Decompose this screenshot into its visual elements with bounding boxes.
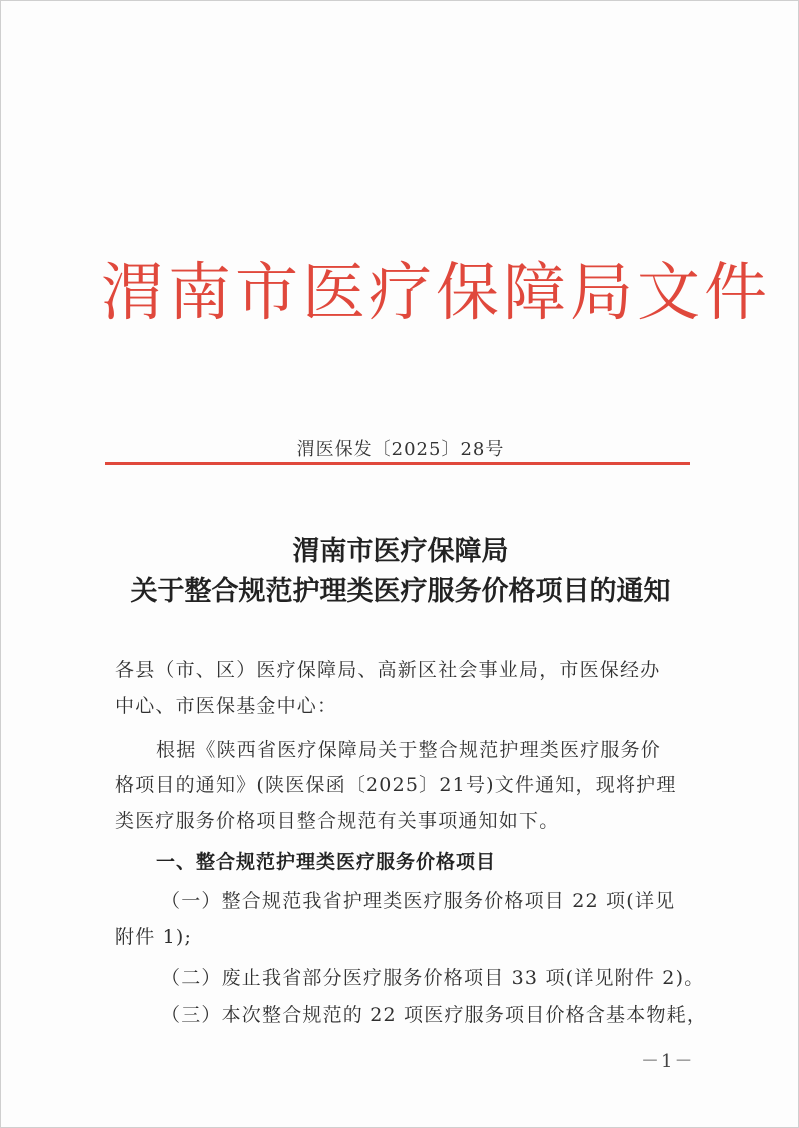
section-1-item-3: （三）本次整合规范的 22 项医疗服务项目价格含基本物耗， [161,1004,708,1026]
document-number: 渭医保发〔2025〕28号 [296,439,505,460]
title-line-2: 关于整合规范护理类医疗服务价格项目的通知 [130,576,671,607]
section-1-item-1-cont: 附件 1); [115,926,193,948]
section-1-heading: 一、整合规范护理类医疗服务价格项目 [156,851,497,873]
section-1-item-1: （一）整合规范我省护理类医疗服务价格项目 22 项(详见 [161,890,676,912]
paragraph-line-2: 格项目的通知》(陕医保函〔2025〕21号)文件通知，现将护理 [115,774,677,796]
paragraph-line-1: 根据《陕西省医疗保障局关于整合规范护理类医疗服务价 [156,739,662,761]
page-number: －1－ [641,1051,695,1072]
section-1-item-2: （二）废止我省部分医疗服务价格项目 33 项(详见附件 2)。 [161,967,705,989]
title-line-1: 渭南市医疗保障局 [292,536,509,567]
paragraph-line-3: 类医疗服务价格项目整合规范有关事项通知如下。 [115,810,560,832]
red-divider-line [105,462,690,465]
issuer-masthead: 渭南市医疗保障局文件 [101,256,771,329]
addressee-line-1: 各县（市、区）医疗保障局、高新区社会事业局，市医保经办 [115,659,661,681]
addressee-line-2: 中心、市医保基金中心： [115,695,338,717]
